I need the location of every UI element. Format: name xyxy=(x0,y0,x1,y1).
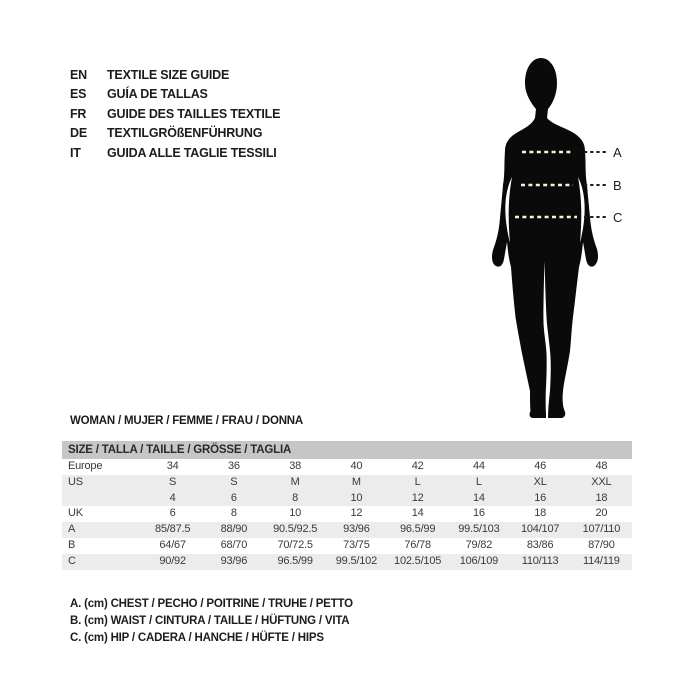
language-code: DE xyxy=(70,126,87,141)
language-code: FR xyxy=(70,106,87,121)
cell: 104/107 xyxy=(510,522,571,538)
measurement-legend xyxy=(70,596,353,647)
cell: M xyxy=(265,475,326,491)
cell: 6 xyxy=(169,507,176,520)
cell: 102.5/105 xyxy=(387,554,448,570)
cell: L xyxy=(448,475,509,491)
cell: 68/70 xyxy=(220,538,248,551)
cell: 73/75 xyxy=(343,538,370,551)
marker-label-b: B xyxy=(613,178,622,193)
cell: 12 xyxy=(350,507,363,520)
language-row xyxy=(70,105,280,124)
cell: 14 xyxy=(411,507,424,520)
cell: 85/87.5 xyxy=(142,522,203,538)
cell: 106/109 xyxy=(448,554,509,570)
cell: S xyxy=(203,475,264,491)
table-row-chest xyxy=(62,522,632,538)
woman-silhouette xyxy=(492,58,598,418)
cell: 18 xyxy=(571,491,632,507)
table-row-us-letters xyxy=(62,475,632,491)
cell: 90.5/92.5 xyxy=(265,522,326,538)
cell: 90/92 xyxy=(142,554,203,570)
cell: 107/110 xyxy=(571,522,632,538)
table-row-europe xyxy=(62,459,632,475)
cell: 38 xyxy=(289,460,302,472)
cell: 70/72.5 xyxy=(277,538,313,551)
row-label: A xyxy=(62,522,142,538)
language-label: GUIDA ALLE TAGLIE TESSILI xyxy=(107,145,277,160)
language-list xyxy=(70,66,280,163)
language-label: GUIDE DES TAILLES TEXTILE xyxy=(107,106,281,121)
language-code: IT xyxy=(70,145,81,160)
row-label xyxy=(62,491,142,507)
cell: 34 xyxy=(166,460,179,472)
language-row xyxy=(70,124,280,143)
row-label: C xyxy=(62,554,142,570)
cell: 36 xyxy=(227,460,240,472)
table-row-waist xyxy=(62,538,632,554)
language-row xyxy=(70,85,280,104)
language-label: TEXTILE SIZE GUIDE xyxy=(107,68,230,82)
cell: 93/96 xyxy=(326,522,387,538)
legend-line-chest: A. (cm) CHEST / PECHO / POITRINE / TRUHE / PETTO xyxy=(70,598,353,610)
row-label: B xyxy=(68,538,76,551)
cell: 8 xyxy=(265,491,326,507)
cell: 6 xyxy=(203,491,264,507)
cell: 8 xyxy=(230,507,237,520)
table-row-hip xyxy=(62,554,632,570)
row-label: US xyxy=(62,475,142,491)
cell: 16 xyxy=(510,491,571,507)
language-row xyxy=(70,66,280,85)
cell: 96.5/99 xyxy=(387,522,448,538)
legend-line-waist: B. (cm) WAIST / CINTURA / TAILLE / HÜFTUNG / VITA xyxy=(70,615,350,627)
cell: 16 xyxy=(472,507,485,520)
cell: 88/90 xyxy=(203,522,264,538)
cell: L xyxy=(387,475,448,491)
size-table xyxy=(62,459,632,570)
language-label: GUÍA DE TALLAS xyxy=(107,87,208,102)
section-title: WOMAN / MUJER / FEMME / FRAU / DONNA xyxy=(70,415,304,427)
cell: 114/119 xyxy=(571,554,632,570)
cell: S xyxy=(142,475,203,491)
cell: XL xyxy=(510,475,571,491)
cell: 96.5/99 xyxy=(265,554,326,570)
cell: 64/67 xyxy=(159,538,186,551)
legend-line-hip: C. (cm) HIP / CADERA / HANCHE / HÜFTE / HIPS xyxy=(70,632,324,644)
language-label: TEXTILGRÖßENFÜHRUNG xyxy=(107,126,263,141)
woman-silhouette-figure xyxy=(475,55,635,425)
cell: 99.5/103 xyxy=(448,522,509,538)
size-table-section xyxy=(62,441,632,570)
cell: 79/82 xyxy=(465,538,493,551)
cell: 110/113 xyxy=(510,554,571,570)
table-row-uk xyxy=(62,506,632,522)
row-label: UK xyxy=(68,507,83,520)
marker-label-c: C xyxy=(613,210,623,225)
cell: 20 xyxy=(595,507,608,520)
cell: 10 xyxy=(289,507,302,520)
cell: 99.5/102 xyxy=(326,554,387,570)
cell: 93/96 xyxy=(203,554,264,570)
cell: 4 xyxy=(142,491,203,507)
language-code: EN xyxy=(70,68,87,82)
cell: 14 xyxy=(448,491,509,507)
cell: 18 xyxy=(534,507,547,520)
cell: 42 xyxy=(411,460,424,472)
marker-label-a: A xyxy=(613,145,622,160)
cell: XXL xyxy=(571,475,632,491)
cell: 12 xyxy=(387,491,448,507)
cell: 46 xyxy=(534,460,547,472)
cell: 10 xyxy=(326,491,387,507)
cell: 76/78 xyxy=(404,538,431,551)
cell: 40 xyxy=(350,460,363,472)
cell: 87/90 xyxy=(588,538,615,551)
cell: 44 xyxy=(472,460,485,472)
size-table-header: SIZE / TALLA / TAILLE / GRÖSSE / TAGLIA xyxy=(62,441,632,459)
language-row xyxy=(70,144,280,163)
cell: M xyxy=(326,475,387,491)
table-row-us-numbers xyxy=(62,491,632,507)
cell: 83/86 xyxy=(526,538,554,551)
row-label: Europe xyxy=(68,460,103,472)
language-code: ES xyxy=(70,87,87,102)
cell: 48 xyxy=(595,460,608,472)
